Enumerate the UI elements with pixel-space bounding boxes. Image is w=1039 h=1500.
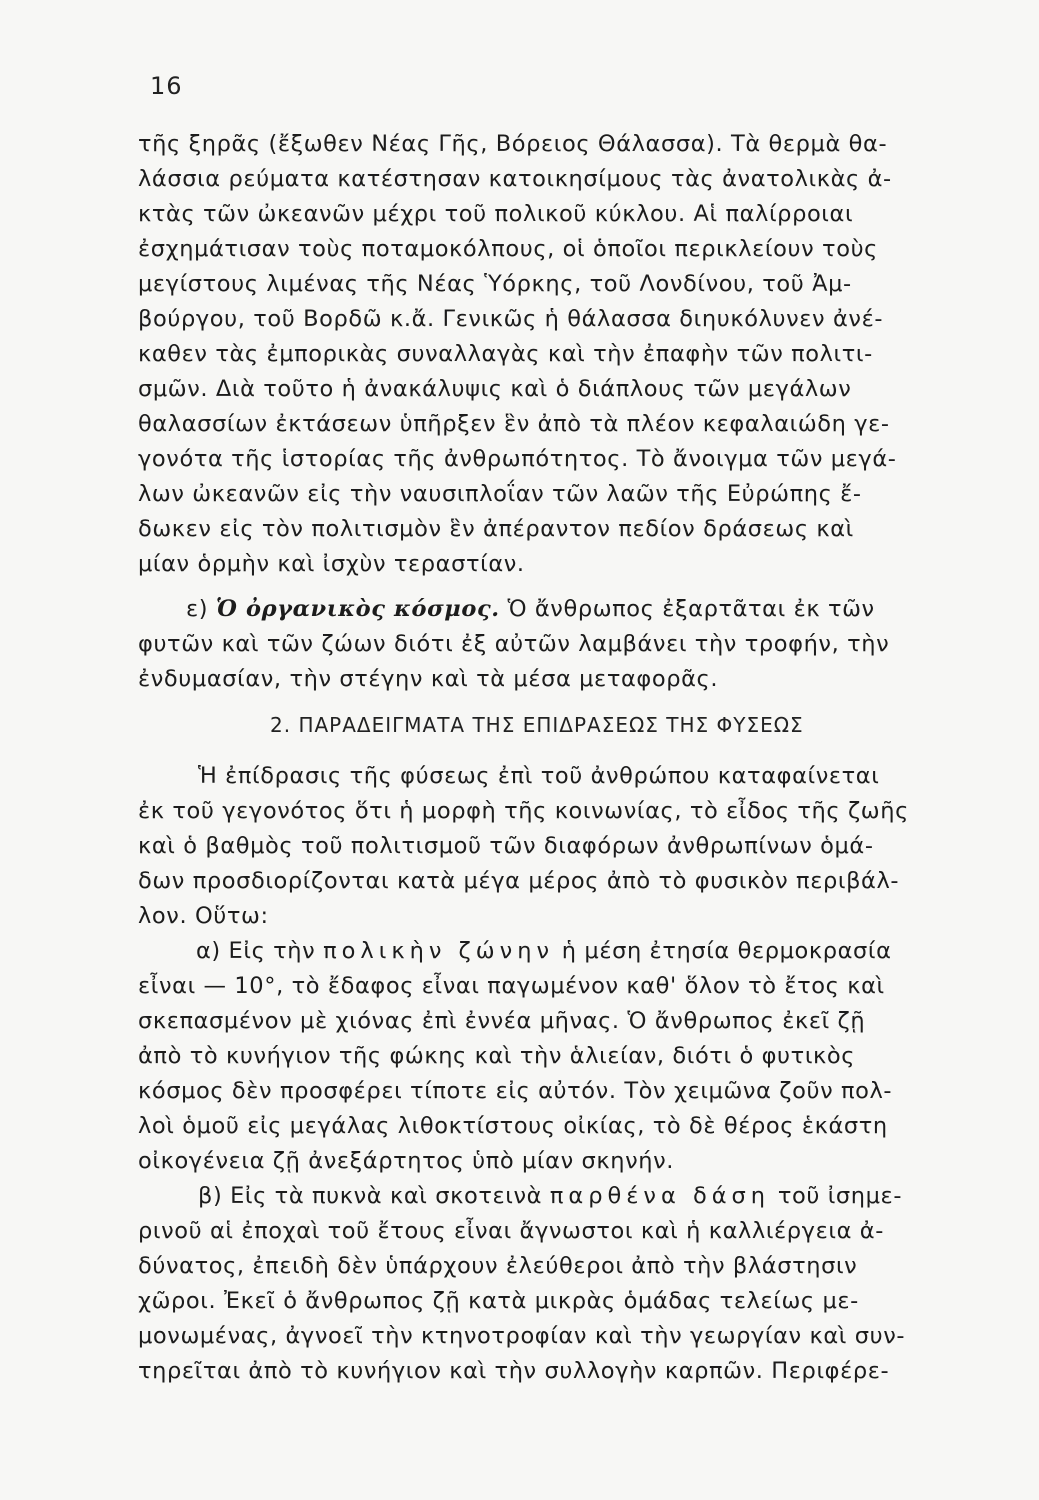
text-line: φυτῶν καὶ τῶν ζώων διότι ἐξ αὐτῶν λαμβάνει τὴν τροφήν, τὴν [138,631,890,657]
text-fragment: ἡ μέση ἐτησία θερμοκρασία [554,938,892,964]
text-line: λων ὠκεανῶν εἰς τὴν ναυσιπλοΐαν τῶν λαῶν τῆς Εὐρώπης ἔ- [138,481,862,507]
text-line: σμῶν. Διὰ τοῦτο ἡ ἀνακάλυψις καὶ ὁ διάπλους τῶν μεγάλων [138,376,852,402]
text-line: θαλασσίων ἐκτάσεων ὑπῆρξεν ἓν ἀπὸ τὰ πλέον κεφαλαιώδη γε- [138,411,890,437]
text-line [186,595,875,623]
text-line: ρινοῦ αἱ ἐποχαὶ τοῦ ἔτους εἶναι ἄγνωστοι καὶ ἡ καλλιέργεια ἀ- [138,1218,884,1244]
text-line: μεγίστους λιμένας τῆς Νέας Ὑόρκης, τοῦ Λονδίνου, τοῦ Ἀμ- [138,271,852,297]
text-fragment: β) Εἰς τὰ πυκνὰ καὶ σκοτεινὰ [198,1183,550,1209]
emphasis-polar-zone: πολικὴν ζώνην [323,938,555,964]
section-heading: 2. ΠΑΡΑΔΕΙΓΜΑΤΑ ΤΗΣ ΕΠΙΔΡΑΣΕΩΣ ΤΗΣ ΦΥΣΕΩΣ [270,713,804,737]
text-line: λον. Οὕτω: [138,903,269,929]
text-line: Ἡ ἐπίδρασις τῆς φύσεως ἐπὶ τοῦ ἀνθρώπου καταφαίνεται [198,763,880,789]
text-fragment: Ὁ ἄνθρωπος ἐξαρτᾶται ἐκ τῶν [499,596,875,622]
text-line: δων προσδιορίζονται κατὰ μέγα μέρος ἀπὸ τὸ φυσικὸν περιβάλ- [138,868,900,894]
text-line: γονότα τῆς ἱστορίας τῆς ἀνθρωπότητος. Τὸ ἄνοιγμα τῶν μεγά- [138,446,897,472]
text-line: βούργου, τοῦ Βορδῶ κ.ἄ. Γενικῶς ἡ θάλασσα διηυκόλυνεν ἀνέ- [138,306,884,332]
emphasis-virgin-forests: παρθένα δάση [549,1183,771,1209]
text-line: ἀπὸ τὸ κυνήγιον τῆς φώκης καὶ τὴν ἁλιείαν, διότι ὁ φυτικὸς [138,1043,856,1069]
text-line [196,937,892,965]
text-line [198,1182,902,1210]
text-line: οἰκογένεια ζῇ ἀνεξάρτητος ὑπὸ μίαν σκηνήν. [138,1148,675,1174]
text-line: λοὶ ὁμοῦ εἰς μεγάλας λιθοκτίστους οἰκίας, τὸ δὲ θέρος ἑκάστη [138,1113,888,1139]
text-line: μίαν ὁρμὴν καὶ ἰσχὺν τεραστίαν. [138,551,525,577]
text-line: καθεν τὰς ἐμπορικὰς συναλλαγὰς καὶ τὴν ἐπαφὴν τῶν πολιτι- [138,341,873,367]
text-line: λάσσια ρεύματα κατέστησαν κατοικησίμους τὰς ἀνατολικὰς ἀ- [138,166,892,192]
text-line: ἐκ τοῦ γεγονότος ὅτι ἡ μορφὴ τῆς κοινωνίας, τὸ εἶδος τῆς ζωῆς [138,798,909,824]
item-prefix: ε) [186,596,216,622]
text-line: σκεπασμένον μὲ χιόνας ἐπὶ ἐννέα μῆνας. Ὁ ἄνθρωπος ἐκεῖ ζῇ [138,1008,866,1034]
text-fragment: τοῦ ἰσημε- [770,1183,903,1209]
subheading-organic-world: Ὁ ὀργανικὸς κόσμος. [215,596,500,622]
text-line: εἶναι — 10°, τὸ ἔδαφος εἶναι παγωμένον καθ' ὅλον τὸ ἔτος καὶ [138,973,885,999]
text-line: κόσμος δὲν προσφέρει τίποτε εἰς αὐτόν. Τὸν χειμῶνα ζοῦν πολ- [138,1078,893,1104]
text-line: τῆς ξηρᾶς (ἔξωθεν Νέας Γῆς, Βόρειος Θάλασσα). Τὰ θερμὰ θα- [138,131,888,157]
text-line: χῶροι. Ἐκεῖ ὁ ἄνθρωπος ζῇ κατὰ μικρὰς ὁμάδας τελείως με- [138,1288,859,1314]
text-line: ἐσχημάτισαν τοὺς ποταμοκόλπους, οἱ ὁποῖοι περικλείουν τοὺς [138,236,878,262]
text-line: μονωμένας, ἀγνοεῖ τὴν κτηνοτροφίαν καὶ τὴν γεωργίαν καὶ συν- [138,1323,906,1349]
text-line: καὶ ὁ βαθμὸς τοῦ πολιτισμοῦ τῶν διαφόρων ἀνθρωπίνων ὁμά- [138,833,874,859]
text-fragment: α) Εἰς τὴν [196,938,324,964]
page-number: 16 [150,72,183,100]
text-line: ἐνδυμασίαν, τὴν στέγην καὶ τὰ μέσα μεταφορᾶς. [138,666,719,692]
text-line: δύνατος, ἐπειδὴ δὲν ὑπάρχουν ἐλεύθεροι ἀπὸ τὴν βλάστησιν [138,1253,858,1279]
text-line: δωκεν εἰς τὸν πολιτισμὸν ἓν ἀπέραντον πεδίον δράσεως καὶ [138,516,854,542]
text-line: τηρεῖται ἀπὸ τὸ κυνήγιον καὶ τὴν συλλογὴν καρπῶν. Περιφέρε- [138,1358,890,1384]
text-line: κτὰς τῶν ὠκεανῶν μέχρι τοῦ πολικοῦ κύκλου. Αἱ παλίρροιαι [138,201,854,227]
